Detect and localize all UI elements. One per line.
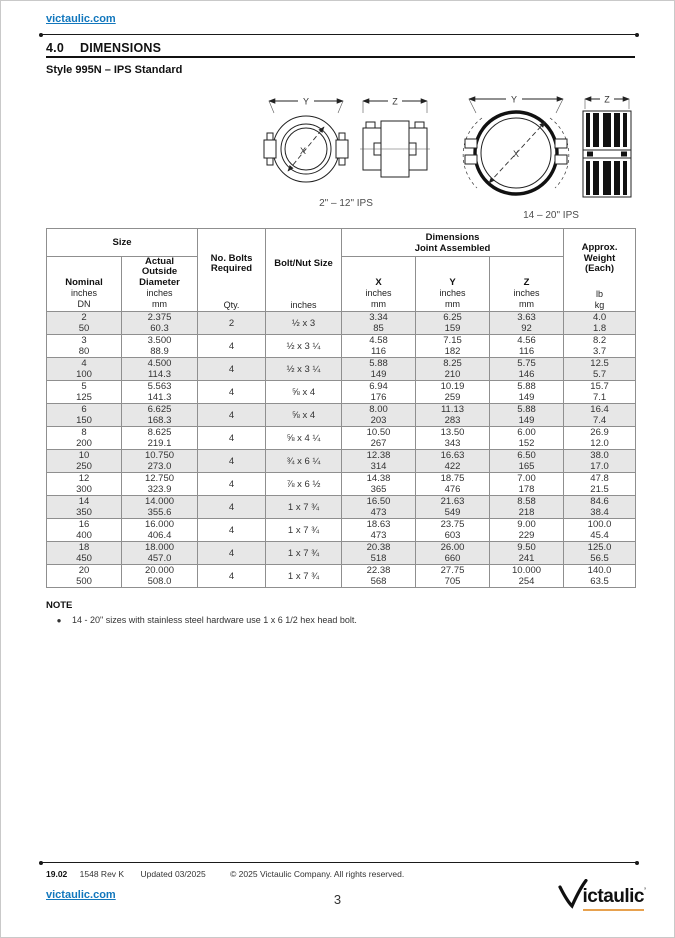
header-dim-z: Z inches mm	[490, 257, 564, 312]
table-cell: 12.38 314	[342, 450, 416, 473]
table-cell: 16.000 406.4	[122, 519, 198, 542]
table-cell: 20 500	[47, 565, 122, 588]
table-cell: 4	[198, 404, 266, 427]
table-cell: 1 x 7 ¾	[266, 542, 342, 565]
table-cell: 4 100	[47, 358, 122, 381]
section-title: DIMENSIONS	[79, 41, 162, 55]
table-cell: 20.000 508.0	[122, 565, 198, 588]
footer-meta	[46, 869, 404, 879]
page-number: 3	[333, 892, 342, 907]
victaulic-logo	[558, 879, 646, 911]
table-cell: 11.13 283	[416, 404, 490, 427]
table-cell: ½ x 3 ¼	[266, 335, 342, 358]
table-row	[47, 450, 636, 473]
trademark-icon: ’	[644, 886, 646, 896]
diagram-caption-14-20: 14 – 20" IPS	[523, 210, 579, 221]
table-cell: 4.0 1.8	[564, 312, 636, 335]
table-cell: 8.25 210	[416, 358, 490, 381]
table-cell: 8.2 3.7	[564, 335, 636, 358]
table-cell: ½ x 3	[266, 312, 342, 335]
coupling-drawing-2-12-icon	[257, 91, 435, 191]
table-cell: 23.75 603	[416, 519, 490, 542]
table-cell: 4	[198, 519, 266, 542]
table-cell: 26.00 660	[416, 542, 490, 565]
table-cell: 8.00 203	[342, 404, 416, 427]
header-weight: Approx. Weight (Each) lb kg	[564, 229, 636, 312]
table-cell: 5.88 149	[490, 381, 564, 404]
dim-label-y: Y	[510, 94, 518, 105]
table-cell: 18.75 476	[416, 473, 490, 496]
table-cell: 4	[198, 427, 266, 450]
table-cell: 26.9 12.0	[564, 427, 636, 450]
table-row	[47, 565, 636, 588]
note-text: 14 - 20" sizes with stainless steel hardware use 1 x 6 1/2 hex head bolt.	[72, 615, 357, 625]
table-cell: 15.7 7.1	[564, 381, 636, 404]
logo-wordmark: ictaulic	[582, 886, 644, 907]
victaulic-site-link-bottom[interactable]: victaulic.com	[46, 889, 116, 901]
table-cell: 2	[198, 312, 266, 335]
diagram-14-20-ips	[461, 91, 641, 221]
table-cell: 1 x 7 ¾	[266, 565, 342, 588]
diagram-2-12-ips	[257, 91, 435, 209]
table-cell: 12.5 5.7	[564, 358, 636, 381]
table-cell: ¾ x 6 ¼	[266, 450, 342, 473]
table-cell: 4.58 116	[342, 335, 416, 358]
dim-label-x: X	[513, 149, 520, 159]
bottom-divider	[41, 862, 637, 863]
dim-label-z: Z	[604, 94, 610, 105]
bullet-icon: ●	[56, 616, 62, 625]
table-cell: 4	[198, 335, 266, 358]
style-subtitle: Style 995N – IPS Standard	[46, 64, 183, 76]
table-cell: 3.500 88.9	[122, 335, 198, 358]
table-cell: 14 350	[47, 496, 122, 519]
header-bolts: No. Bolts Required Qty.	[198, 229, 266, 312]
table-cell: 84.6 38.4	[564, 496, 636, 519]
header-dim-x: X inches mm	[342, 257, 416, 312]
table-cell: 22.38 568	[342, 565, 416, 588]
table-cell: 16.50 473	[342, 496, 416, 519]
table-cell: 4.56 116	[490, 335, 564, 358]
table-cell: 13.50 343	[416, 427, 490, 450]
dim-label-y: Y	[302, 96, 310, 107]
table-cell: 5.75 146	[490, 358, 564, 381]
diagram-caption-2-12: 2" – 12" IPS	[319, 198, 373, 209]
heading-rule	[46, 56, 635, 58]
table-cell: 18 450	[47, 542, 122, 565]
coupling-diagrams	[257, 91, 641, 221]
table-cell: ½ x 3 ¼	[266, 358, 342, 381]
note-section	[46, 600, 606, 626]
header-actual-od: Actual Outside Diameter inches mm	[122, 257, 198, 312]
header-nominal: Nominal inches DN	[47, 257, 122, 312]
dim-label-z: Z	[392, 96, 398, 107]
table-cell: 4	[198, 381, 266, 404]
table-row	[47, 427, 636, 450]
table-row	[47, 381, 636, 404]
table-cell: 2.375 60.3	[122, 312, 198, 335]
table-cell: 4	[198, 496, 266, 519]
table-cell: 38.0 17.0	[564, 450, 636, 473]
table-row	[47, 335, 636, 358]
section-number: 4.0	[46, 41, 64, 55]
table-cell: 47.8 21.5	[564, 473, 636, 496]
header-dimensions-group: Dimensions Joint Assembled	[342, 229, 564, 257]
table-cell: 2 50	[47, 312, 122, 335]
table-cell: 6.50 165	[490, 450, 564, 473]
dimensions-table-body	[47, 312, 636, 588]
table-cell: 16.4 7.4	[564, 404, 636, 427]
table-cell: 6.25 159	[416, 312, 490, 335]
table-cell: ⅞ x 6 ½	[266, 473, 342, 496]
victaulic-site-link-top[interactable]: victaulic.com	[46, 13, 116, 25]
table-cell: 20.38 518	[342, 542, 416, 565]
coupling-drawing-14-20-icon	[461, 91, 641, 203]
table-cell: 10.000 254	[490, 565, 564, 588]
table-cell: 5 125	[47, 381, 122, 404]
header-dim-y: Y inches mm	[416, 257, 490, 312]
dimensions-table	[46, 228, 636, 588]
table-cell: 100.0 45.4	[564, 519, 636, 542]
table-cell: 8.58 218	[490, 496, 564, 519]
table-cell: 6.94 176	[342, 381, 416, 404]
table-cell: 4	[198, 565, 266, 588]
copyright-text: © 2025 Victaulic Company. All rights reserved.	[230, 869, 405, 879]
table-cell: 16 400	[47, 519, 122, 542]
table-row	[47, 496, 636, 519]
table-cell: 12.750 323.9	[122, 473, 198, 496]
table-row	[47, 358, 636, 381]
table-cell: 10.50 267	[342, 427, 416, 450]
table-row	[47, 542, 636, 565]
table-cell: 5.88 149	[342, 358, 416, 381]
table-row	[47, 473, 636, 496]
table-cell: 140.0 63.5	[564, 565, 636, 588]
table-row	[47, 404, 636, 427]
logo-orange-underline	[583, 909, 644, 911]
table-cell: 8.625 219.1	[122, 427, 198, 450]
table-cell: 8 200	[47, 427, 122, 450]
note-title: NOTE	[46, 600, 73, 611]
table-cell: 27.75 705	[416, 565, 490, 588]
table-cell: 5.563 141.3	[122, 381, 198, 404]
table-cell: 7.15 182	[416, 335, 490, 358]
table-cell: 9.00 229	[490, 519, 564, 542]
dim-label-x: X	[300, 146, 307, 156]
table-cell: ⅝ x 4	[266, 381, 342, 404]
table-cell: 3.63 92	[490, 312, 564, 335]
table-cell: 4.500 114.3	[122, 358, 198, 381]
table-cell: 3.34 85	[342, 312, 416, 335]
table-cell: 10.19 259	[416, 381, 490, 404]
table-cell: 9.50 241	[490, 542, 564, 565]
table-cell: 7.00 178	[490, 473, 564, 496]
table-cell: ⅝ x 4	[266, 404, 342, 427]
table-cell: 1 x 7 ¾	[266, 496, 342, 519]
table-cell: 4	[198, 358, 266, 381]
table-cell: 6.00 152	[490, 427, 564, 450]
table-cell: 10.750 273.0	[122, 450, 198, 473]
header-bolt-nut-size: Bolt/Nut Size inches	[266, 229, 342, 312]
top-divider	[41, 34, 637, 35]
doc-code: 19.02	[46, 869, 68, 879]
doc-updated: Updated 03/2025	[140, 869, 206, 879]
section-heading	[46, 41, 161, 55]
table-cell: 4	[198, 473, 266, 496]
table-cell: 18.000 457.0	[122, 542, 198, 565]
table-cell: ⅝ x 4 ¼	[266, 427, 342, 450]
table-cell: 16.63 422	[416, 450, 490, 473]
table-cell: 4	[198, 542, 266, 565]
table-cell: 10 250	[47, 450, 122, 473]
doc-ref: 1548 Rev K	[79, 869, 125, 879]
table-row	[47, 519, 636, 542]
table-cell: 6.625 168.3	[122, 404, 198, 427]
note-item	[46, 615, 606, 626]
table-cell: 14.38 365	[342, 473, 416, 496]
table-row	[47, 312, 636, 335]
table-cell: 5.88 149	[490, 404, 564, 427]
table-cell: 1 x 7 ¾	[266, 519, 342, 542]
table-cell: 6 150	[47, 404, 122, 427]
table-cell: 12 300	[47, 473, 122, 496]
table-cell: 3 80	[47, 335, 122, 358]
table-cell: 125.0 56.5	[564, 542, 636, 565]
table-cell: 14.000 355.6	[122, 496, 198, 519]
table-cell: 18.63 473	[342, 519, 416, 542]
table-cell: 21.63 549	[416, 496, 490, 519]
table-cell: 4	[198, 450, 266, 473]
header-size-group: Size	[47, 229, 198, 257]
